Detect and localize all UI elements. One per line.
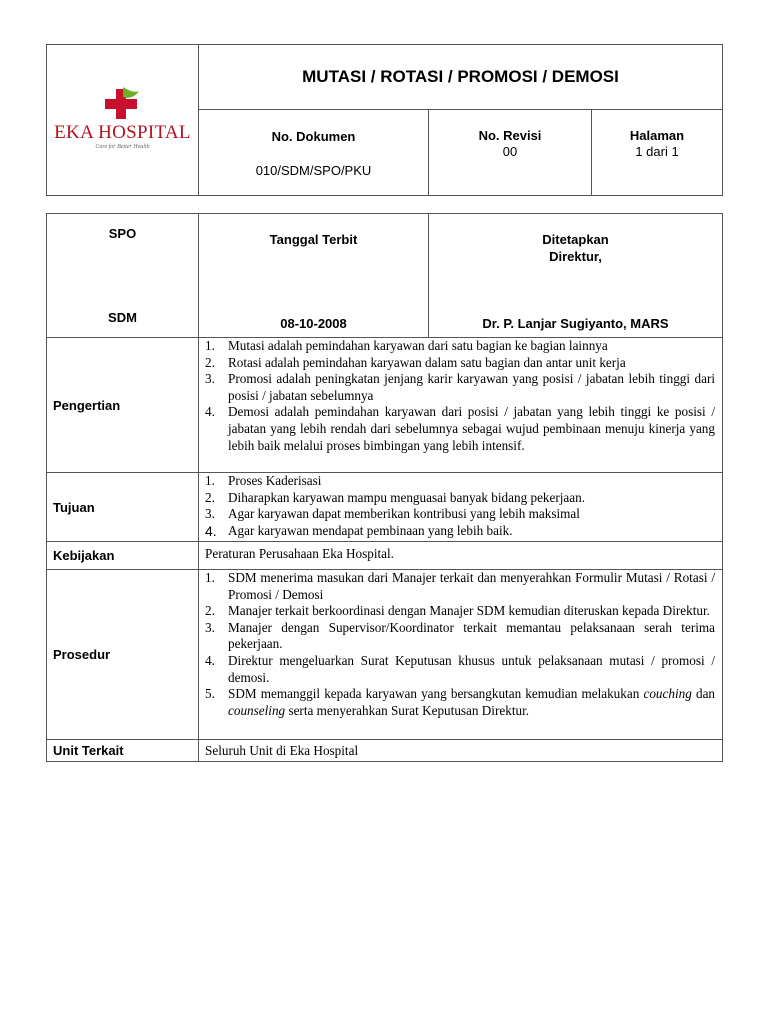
revision-cell xyxy=(429,110,592,196)
revision-value: 00 xyxy=(502,144,518,159)
row-prosedur xyxy=(47,570,723,740)
list-item: 3. Agar karyawan dapat memberikan kontribusi yang lebih maksimal xyxy=(205,506,580,522)
procedure-table xyxy=(46,213,723,762)
list-item: 1. Proses Kaderisasi xyxy=(205,473,322,488)
list-item: 2. Rotasi adalah pemindahan karyawan dalam satu bagian dan antar unit kerja xyxy=(205,354,626,370)
medical-cross-icon xyxy=(103,87,141,121)
doc-number-label: No. Dokumen xyxy=(271,129,356,144)
kebijakan-label: Kebijakan xyxy=(47,542,199,570)
tujuan-label: Tujuan xyxy=(47,473,199,542)
spo-label: SPO xyxy=(108,226,137,241)
logo-cell xyxy=(47,45,199,196)
row-unit-terkait xyxy=(47,740,723,762)
page-value: 1 dari 1 xyxy=(635,144,679,159)
list-item: 4. Direktur mengeluarkan Surat Keputusan khusus untuk pelaksanaan mutasi / promosi / demosi. xyxy=(205,652,715,685)
approver-name: Dr. P. Lanjar Sugiyanto, MARS xyxy=(482,316,669,331)
hospital-logo xyxy=(54,87,191,151)
revision-label: No. Revisi xyxy=(478,128,542,143)
spo-cell xyxy=(47,214,199,338)
approval-label: Ditetapkan xyxy=(542,232,609,247)
row-kebijakan xyxy=(47,542,723,570)
pengertian-content xyxy=(199,338,723,473)
list-item: 5. SDM memanggil kepada karyawan yang bersangkutan kemudian melakukan couching dan counseling serta menyerahkan Surat Keputusan Direktur. xyxy=(205,686,716,718)
list-item: 3. Manajer dengan Supervisor/Koordinator terkait memantau pelaksanaan serah terima pekerjaan. xyxy=(205,619,715,652)
prosedur-label: Prosedur xyxy=(47,570,199,740)
doc-number-value: 010/SDM/SPO/PKU xyxy=(255,163,372,178)
pengertian-label: Pengertian xyxy=(47,338,199,473)
logo-brand: EKA HOSPITAL xyxy=(54,122,191,143)
list-item: 4. Demosi adalah pemindahan karyawan dari posisi / jabatan yang lebih tinggi ke posisi / jabatan yang lebih rendah dari sebelumnya sebagai wujud pembinaan menuju kinerja yang lebih baik melalui proses bimbingan yang lebih intensif. xyxy=(205,404,715,453)
tujuan-content xyxy=(199,473,723,542)
list-item: 3. Promosi adalah peningkatan jenjang karir karyawan yang posisi / jabatan lebih tinggi dari posisi / jabatan sebelumnya xyxy=(205,371,715,403)
logo-tagline: Care for Better Health xyxy=(95,144,150,150)
list-item: 1. SDM menerima masukan dari Manajer terkait dan menyerahkan Formulir Mutasi / Rotasi / Promosi / Demosi xyxy=(205,570,715,602)
doc-number-cell xyxy=(199,110,429,196)
page-label: Halaman xyxy=(629,128,685,143)
list-item: 4. Agar karyawan mendapat pembinaan yang lebih baik. xyxy=(205,522,513,539)
list-item: 2. Diharapkan karyawan mampu menguasai banyak bidang pekerjaan. xyxy=(205,489,586,505)
issue-date-cell xyxy=(199,214,429,338)
issue-date-label: Tanggal Terbit xyxy=(269,232,358,247)
issue-date-value: 08-10-2008 xyxy=(280,316,347,331)
approval-role: Direktur, xyxy=(549,249,602,264)
kebijakan-content: Peraturan Perusahaan Eka Hospital. xyxy=(199,542,723,570)
approval-cell xyxy=(429,214,723,338)
document-header xyxy=(46,44,723,196)
page-cell xyxy=(592,110,723,196)
row-pengertian xyxy=(47,338,723,473)
prosedur-content xyxy=(199,570,723,740)
document-title: MUTASI / ROTASI / PROMOSI / DEMOSI xyxy=(199,45,723,110)
unit-terkait-label: Unit Terkait xyxy=(47,740,199,762)
unit-terkait-content: Seluruh Unit di Eka Hospital xyxy=(199,740,723,762)
list-item: 2. Manajer terkait berkoordinasi dengan Manajer SDM kemudian diteruskan kepada Direktur. xyxy=(205,603,710,619)
row-tujuan xyxy=(47,473,723,542)
list-item: 1. Mutasi adalah pemindahan karyawan dari satu bagian ke bagian lainnya xyxy=(205,338,608,353)
sdm-label: SDM xyxy=(108,310,137,325)
